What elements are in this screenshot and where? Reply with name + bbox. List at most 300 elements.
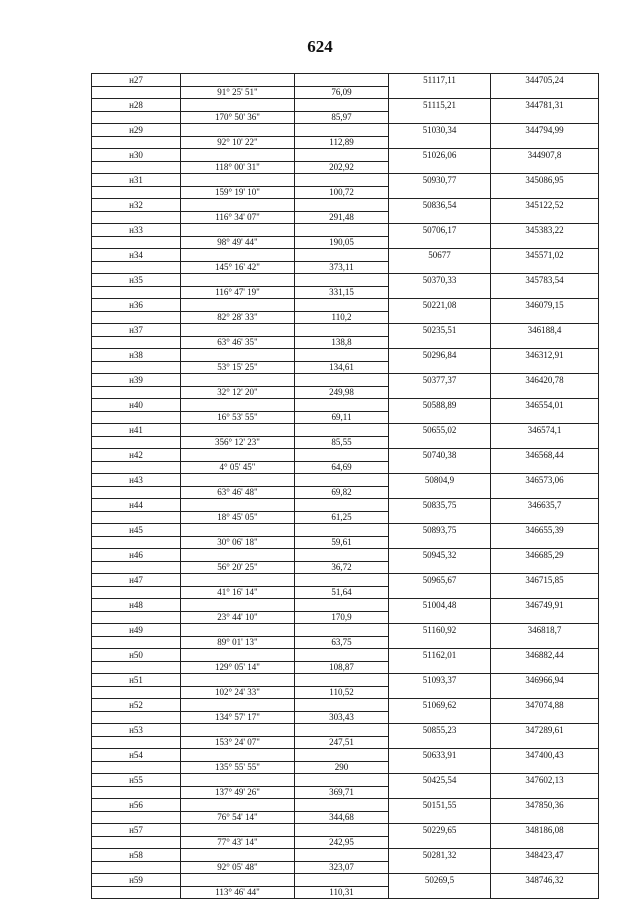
- segment-x-empty: [389, 586, 491, 599]
- segment-length: 69,11: [295, 411, 389, 424]
- segment-y-empty: [491, 786, 599, 799]
- segment-length: 100,72: [295, 186, 389, 199]
- point-length-empty: [295, 124, 389, 137]
- segment-name-empty: [92, 486, 181, 499]
- point-name: н34: [92, 249, 181, 262]
- segment-row: [92, 161, 599, 174]
- segment-row: [92, 136, 599, 149]
- segment-row: [92, 536, 599, 549]
- point-name: н59: [92, 874, 181, 887]
- point-x: 50425,54: [389, 774, 491, 787]
- segment-length: 291,48: [295, 211, 389, 224]
- point-name: н31: [92, 174, 181, 187]
- segment-name-empty: [92, 886, 181, 899]
- point-angle-empty: [181, 199, 295, 212]
- segment-length: 112,89: [295, 136, 389, 149]
- point-x: 50588,89: [389, 399, 491, 412]
- point-row: [92, 574, 599, 587]
- segment-row: [92, 636, 599, 649]
- segment-length: 61,25: [295, 511, 389, 524]
- point-x: 50836,54: [389, 199, 491, 212]
- point-row: [92, 399, 599, 412]
- point-y: 346312,91: [491, 349, 599, 362]
- point-length-empty: [295, 649, 389, 662]
- segment-row: [92, 211, 599, 224]
- point-x: 50740,38: [389, 449, 491, 462]
- point-row: [92, 649, 599, 662]
- segment-angle: 113° 46' 44": [181, 886, 295, 899]
- point-length-empty: [295, 799, 389, 812]
- segment-name-empty: [92, 511, 181, 524]
- point-y: 346715,85: [491, 574, 599, 587]
- segment-length: 63,75: [295, 636, 389, 649]
- segment-length: 249,98: [295, 386, 389, 399]
- segment-row: [92, 411, 599, 424]
- point-length-empty: [295, 574, 389, 587]
- point-row: [92, 449, 599, 462]
- point-name: н40: [92, 399, 181, 412]
- segment-y-empty: [491, 161, 599, 174]
- point-x: 50229,65: [389, 824, 491, 837]
- point-length-empty: [295, 249, 389, 262]
- segment-angle: 134° 57' 17": [181, 711, 295, 724]
- segment-length: 303,43: [295, 711, 389, 724]
- segment-length: 373,11: [295, 261, 389, 274]
- segment-angle: 102° 24' 33": [181, 686, 295, 699]
- segment-row: [92, 486, 599, 499]
- point-angle-empty: [181, 549, 295, 562]
- point-angle-empty: [181, 474, 295, 487]
- segment-length: 202,92: [295, 161, 389, 174]
- segment-angle: 356° 12' 23": [181, 436, 295, 449]
- segment-x-empty: [389, 236, 491, 249]
- segment-x-empty: [389, 836, 491, 849]
- segment-x-empty: [389, 611, 491, 624]
- segment-length: 138,8: [295, 336, 389, 349]
- point-row: [92, 324, 599, 337]
- point-angle-empty: [181, 349, 295, 362]
- point-angle-empty: [181, 649, 295, 662]
- point-length-empty: [295, 399, 389, 412]
- point-x: 50370,33: [389, 274, 491, 287]
- point-x: 50377,37: [389, 374, 491, 387]
- segment-name-empty: [92, 561, 181, 574]
- segment-name-empty: [92, 611, 181, 624]
- point-length-empty: [295, 374, 389, 387]
- point-x: 51117,11: [389, 74, 491, 87]
- point-length-empty: [295, 874, 389, 887]
- segment-row: [92, 511, 599, 524]
- point-y: 346188,4: [491, 324, 599, 337]
- point-name: н49: [92, 624, 181, 637]
- segment-angle: 63° 46' 48": [181, 486, 295, 499]
- point-angle-empty: [181, 149, 295, 162]
- segment-name-empty: [92, 811, 181, 824]
- segment-angle: 170° 50' 36": [181, 111, 295, 124]
- point-name: н53: [92, 724, 181, 737]
- point-angle-empty: [181, 699, 295, 712]
- segment-name-empty: [92, 386, 181, 399]
- segment-angle: 30° 06' 18": [181, 536, 295, 549]
- segment-angle: 53° 15' 25": [181, 361, 295, 374]
- point-y: 344705,24: [491, 74, 599, 87]
- point-row: [92, 149, 599, 162]
- point-length-empty: [295, 674, 389, 687]
- point-name: н45: [92, 524, 181, 537]
- point-y: 344781,31: [491, 99, 599, 112]
- segment-length: 247,51: [295, 736, 389, 749]
- segment-x-empty: [389, 886, 491, 899]
- point-y: 346818,7: [491, 624, 599, 637]
- point-y: 347289,61: [491, 724, 599, 737]
- segment-angle: 92° 05' 48": [181, 861, 295, 874]
- point-length-empty: [295, 524, 389, 537]
- point-angle-empty: [181, 674, 295, 687]
- segment-x-empty: [389, 736, 491, 749]
- point-angle-empty: [181, 599, 295, 612]
- segment-row: [92, 311, 599, 324]
- point-x: 50235,51: [389, 324, 491, 337]
- point-y: 345571,02: [491, 249, 599, 262]
- segment-name-empty: [92, 761, 181, 774]
- point-row: [92, 674, 599, 687]
- segment-name-empty: [92, 161, 181, 174]
- point-name: н42: [92, 449, 181, 462]
- segment-y-empty: [491, 811, 599, 824]
- point-name: н29: [92, 124, 181, 137]
- point-angle-empty: [181, 74, 295, 87]
- segment-y-empty: [491, 886, 599, 899]
- segment-name-empty: [92, 836, 181, 849]
- segment-row: [92, 436, 599, 449]
- segment-name-empty: [92, 461, 181, 474]
- point-row: [92, 274, 599, 287]
- segment-row: [92, 811, 599, 824]
- point-x: 50893,75: [389, 524, 491, 537]
- segment-angle: 63° 46' 35": [181, 336, 295, 349]
- point-y: 345086,95: [491, 174, 599, 187]
- point-x: 50269,5: [389, 874, 491, 887]
- segment-name-empty: [92, 336, 181, 349]
- segment-angle: 77° 43' 14": [181, 836, 295, 849]
- point-length-empty: [295, 849, 389, 862]
- point-y: 346554,01: [491, 399, 599, 412]
- point-length-empty: [295, 824, 389, 837]
- point-y: 347850,36: [491, 799, 599, 812]
- point-y: 348746,32: [491, 874, 599, 887]
- point-length-empty: [295, 749, 389, 762]
- point-angle-empty: [181, 174, 295, 187]
- segment-name-empty: [92, 311, 181, 324]
- segment-angle: 23° 44' 10": [181, 611, 295, 624]
- segment-row: [92, 586, 599, 599]
- point-name: н48: [92, 599, 181, 612]
- segment-length: 331,15: [295, 286, 389, 299]
- point-angle-empty: [181, 799, 295, 812]
- point-x: 50633,91: [389, 749, 491, 762]
- segment-y-empty: [491, 736, 599, 749]
- point-row: [92, 749, 599, 762]
- segment-name-empty: [92, 586, 181, 599]
- point-angle-empty: [181, 124, 295, 137]
- point-length-empty: [295, 449, 389, 462]
- segment-name-empty: [92, 661, 181, 674]
- segment-length: 76,09: [295, 86, 389, 99]
- segment-y-empty: [491, 336, 599, 349]
- segment-y-empty: [491, 711, 599, 724]
- segment-name-empty: [92, 436, 181, 449]
- point-length-empty: [295, 599, 389, 612]
- point-name: н51: [92, 674, 181, 687]
- point-length-empty: [295, 774, 389, 787]
- segment-row: [92, 661, 599, 674]
- point-y: 348186,08: [491, 824, 599, 837]
- point-y: 346685,29: [491, 549, 599, 562]
- point-name: н36: [92, 299, 181, 312]
- segment-row: [92, 611, 599, 624]
- segment-row: [92, 286, 599, 299]
- segment-length: 170,9: [295, 611, 389, 624]
- point-length-empty: [295, 299, 389, 312]
- segment-length: 323,07: [295, 861, 389, 874]
- segment-angle: 116° 34' 07": [181, 211, 295, 224]
- point-length-empty: [295, 549, 389, 562]
- point-x: 50835,75: [389, 499, 491, 512]
- point-y: 346966,94: [491, 674, 599, 687]
- segment-x-empty: [389, 511, 491, 524]
- point-row: [92, 599, 599, 612]
- point-angle-empty: [181, 299, 295, 312]
- point-y: 346882,44: [491, 649, 599, 662]
- point-row: [92, 174, 599, 187]
- segment-length: 36,72: [295, 561, 389, 574]
- segment-y-empty: [491, 761, 599, 774]
- segment-row: [92, 461, 599, 474]
- point-x: 50677: [389, 249, 491, 262]
- point-y: 344907,8: [491, 149, 599, 162]
- segment-row: [92, 711, 599, 724]
- point-row: [92, 349, 599, 362]
- segment-length: 110,31: [295, 886, 389, 899]
- point-x: 50965,67: [389, 574, 491, 587]
- segment-x-empty: [389, 86, 491, 99]
- point-row: [92, 224, 599, 237]
- point-angle-empty: [181, 274, 295, 287]
- point-y: 346655,39: [491, 524, 599, 537]
- point-angle-empty: [181, 424, 295, 437]
- segment-name-empty: [92, 286, 181, 299]
- point-row: [92, 549, 599, 562]
- segment-row: [92, 861, 599, 874]
- point-x: 51026,06: [389, 149, 491, 162]
- point-y: 346635,7: [491, 499, 599, 512]
- point-name: н32: [92, 199, 181, 212]
- point-name: н38: [92, 349, 181, 362]
- point-row: [92, 524, 599, 537]
- point-name: н46: [92, 549, 181, 562]
- point-length-empty: [295, 149, 389, 162]
- segment-x-empty: [389, 186, 491, 199]
- point-y: 346573,06: [491, 474, 599, 487]
- point-x: 51030,34: [389, 124, 491, 137]
- point-row: [92, 99, 599, 112]
- segment-length: 110,2: [295, 311, 389, 324]
- segment-row: [92, 236, 599, 249]
- point-x: 50296,84: [389, 349, 491, 362]
- point-row: [92, 199, 599, 212]
- point-y: 345122,52: [491, 199, 599, 212]
- segment-length: 69,82: [295, 486, 389, 499]
- point-length-empty: [295, 199, 389, 212]
- segment-y-empty: [491, 311, 599, 324]
- point-name: н57: [92, 824, 181, 837]
- segment-y-empty: [491, 511, 599, 524]
- segment-name-empty: [92, 111, 181, 124]
- segment-length: 369,71: [295, 786, 389, 799]
- segment-y-empty: [491, 636, 599, 649]
- segment-y-empty: [491, 661, 599, 674]
- segment-angle: 137° 49' 26": [181, 786, 295, 799]
- point-x: 51093,37: [389, 674, 491, 687]
- segment-angle: 56° 20' 25": [181, 561, 295, 574]
- segment-x-empty: [389, 811, 491, 824]
- segment-name-empty: [92, 736, 181, 749]
- segment-name-empty: [92, 361, 181, 374]
- segment-angle: 16° 53' 55": [181, 411, 295, 424]
- segment-x-empty: [389, 686, 491, 699]
- segment-x-empty: [389, 161, 491, 174]
- segment-y-empty: [491, 411, 599, 424]
- page-number: 624: [307, 37, 333, 56]
- segment-name-empty: [92, 211, 181, 224]
- segment-x-empty: [389, 286, 491, 299]
- segment-x-empty: [389, 711, 491, 724]
- point-length-empty: [295, 724, 389, 737]
- point-y: 346574,1: [491, 424, 599, 437]
- point-name: н41: [92, 424, 181, 437]
- point-angle-empty: [181, 374, 295, 387]
- segment-x-empty: [389, 861, 491, 874]
- segment-y-empty: [491, 236, 599, 249]
- point-angle-empty: [181, 849, 295, 862]
- point-name: н43: [92, 474, 181, 487]
- segment-angle: 41° 16' 14": [181, 586, 295, 599]
- segment-length: 344,68: [295, 811, 389, 824]
- point-x: 51162,01: [389, 649, 491, 662]
- point-y: 344794,99: [491, 124, 599, 137]
- segment-name-empty: [92, 686, 181, 699]
- point-angle-empty: [181, 624, 295, 637]
- point-angle-empty: [181, 499, 295, 512]
- segment-angle: 91° 25' 51": [181, 86, 295, 99]
- segment-x-empty: [389, 211, 491, 224]
- segment-angle: 129° 05' 14": [181, 661, 295, 674]
- segment-angle: 89° 01' 13": [181, 636, 295, 649]
- segment-name-empty: [92, 636, 181, 649]
- point-length-empty: [295, 349, 389, 362]
- segment-x-empty: [389, 461, 491, 474]
- point-name: н39: [92, 374, 181, 387]
- segment-row: [92, 186, 599, 199]
- segment-row: [92, 836, 599, 849]
- point-row: [92, 874, 599, 887]
- point-row: [92, 774, 599, 787]
- point-length-empty: [295, 624, 389, 637]
- segment-row: [92, 261, 599, 274]
- point-x: 51004,48: [389, 599, 491, 612]
- point-x: 50706,17: [389, 224, 491, 237]
- point-angle-empty: [181, 824, 295, 837]
- segment-y-empty: [491, 436, 599, 449]
- segment-row: [92, 86, 599, 99]
- segment-x-empty: [389, 661, 491, 674]
- point-angle-empty: [181, 324, 295, 337]
- point-angle-empty: [181, 224, 295, 237]
- point-length-empty: [295, 474, 389, 487]
- segment-length: 85,55: [295, 436, 389, 449]
- point-name: н54: [92, 749, 181, 762]
- segment-x-empty: [389, 761, 491, 774]
- point-name: н52: [92, 699, 181, 712]
- point-x: 51160,92: [389, 624, 491, 637]
- point-name: н35: [92, 274, 181, 287]
- segment-angle: 159° 19' 10": [181, 186, 295, 199]
- segment-angle: 135° 55' 55": [181, 761, 295, 774]
- point-x: 50804,9: [389, 474, 491, 487]
- segment-length: 108,87: [295, 661, 389, 674]
- point-y: 345783,54: [491, 274, 599, 287]
- segment-y-empty: [491, 211, 599, 224]
- point-row: [92, 249, 599, 262]
- segment-y-empty: [491, 111, 599, 124]
- point-angle-empty: [181, 574, 295, 587]
- segment-x-empty: [389, 636, 491, 649]
- segment-length: 134,61: [295, 361, 389, 374]
- point-row: [92, 499, 599, 512]
- point-x: 50221,08: [389, 299, 491, 312]
- point-x: 50655,02: [389, 424, 491, 437]
- point-y: 347074,88: [491, 699, 599, 712]
- point-x: 51115,21: [389, 99, 491, 112]
- segment-length: 110,52: [295, 686, 389, 699]
- segment-y-empty: [491, 836, 599, 849]
- segment-y-empty: [491, 386, 599, 399]
- segment-x-empty: [389, 411, 491, 424]
- point-y: 346568,44: [491, 449, 599, 462]
- point-name: н50: [92, 649, 181, 662]
- segment-row: [92, 361, 599, 374]
- point-name: н47: [92, 574, 181, 587]
- point-name: н37: [92, 324, 181, 337]
- coordinates-table-body: [92, 74, 599, 899]
- point-x: 50151,55: [389, 799, 491, 812]
- point-row: [92, 724, 599, 737]
- point-name: н27: [92, 74, 181, 87]
- point-length-empty: [295, 324, 389, 337]
- segment-name-empty: [92, 711, 181, 724]
- segment-angle: 82° 28' 33": [181, 311, 295, 324]
- point-row: [92, 799, 599, 812]
- point-angle-empty: [181, 449, 295, 462]
- point-angle-empty: [181, 774, 295, 787]
- point-name: н44: [92, 499, 181, 512]
- segment-x-empty: [389, 336, 491, 349]
- point-name: н56: [92, 799, 181, 812]
- segment-row: [92, 561, 599, 574]
- segment-x-empty: [389, 486, 491, 499]
- segment-angle: 118° 00' 31": [181, 161, 295, 174]
- segment-row: [92, 386, 599, 399]
